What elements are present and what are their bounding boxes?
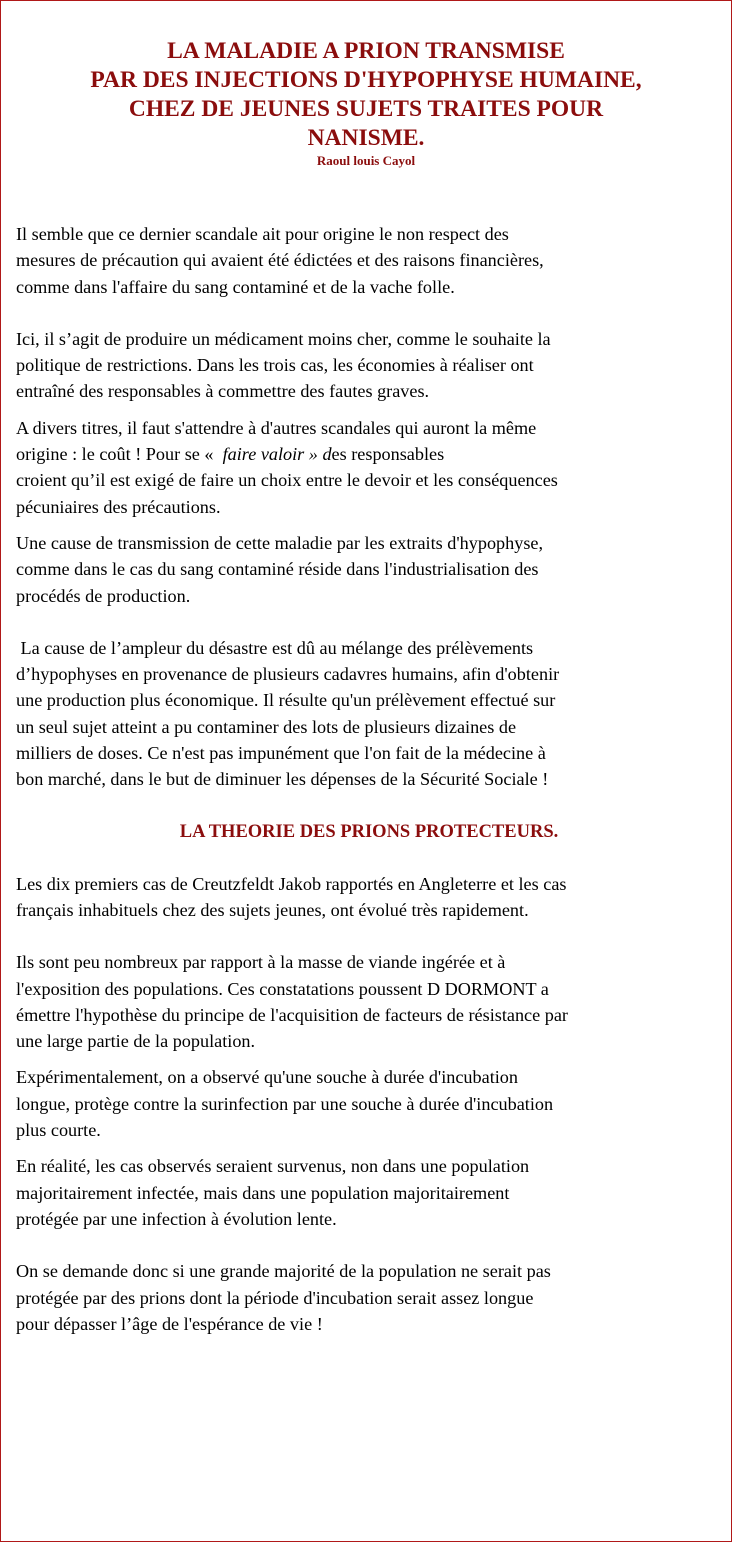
author-name: Raoul louis Cayol <box>316 153 416 168</box>
paragraph-9 <box>16 1153 728 1232</box>
paragraph-4 <box>16 530 728 609</box>
title-line: NANISME. <box>307 125 425 151</box>
text-line: français inhabituels chez des sujets jeunes, ont évolué très rapidement. <box>16 899 529 920</box>
text-line: Il semble que ce dernier scandale ait pour origine le non respect des <box>16 224 509 244</box>
text-line: l'exposition des populations. Ces constatations poussent D DORMONT a <box>16 978 549 999</box>
text-line: En réalité, les cas observés seraient survenus, non dans une population <box>16 1156 530 1177</box>
paragraph-6 <box>16 871 728 924</box>
paragraph-2 <box>16 326 728 405</box>
text-line: milliers de doses. Ce n'est pas impunément que l'on fait de la médecine à <box>16 743 546 764</box>
text-line: Ici, il s’agit de produire un médicament moins cher, comme le souhaite la <box>16 328 551 349</box>
text-line: un seul sujet atteint a pu contaminer des lots de plusieurs dizaines de <box>16 716 517 737</box>
text-line: procédés de production. <box>16 585 191 606</box>
paragraph-7 <box>16 949 728 1054</box>
text-line: pour dépasser l’âge de l'espérance de vie ! <box>16 1313 323 1334</box>
text-line: politique de restrictions. Dans les trois cas, les économies à réaliser ont <box>16 355 534 376</box>
title-line: CHEZ DE JEUNES SUJETS TRAITES POUR <box>128 96 604 122</box>
document-content <box>16 37 728 1337</box>
text-line: Ils sont peu nombreux par rapport à la masse de viande ingérée et à <box>16 952 506 973</box>
text-line: longue, protège contre la surinfection par une souche à durée d'incubation <box>16 1093 554 1114</box>
text-line: La cause de l’ampleur du désastre est dû au mélange des prélèvements <box>16 637 534 658</box>
text-line: Expérimentalement, on a observé qu'une souche à durée d'incubation <box>16 1067 518 1088</box>
paragraph-8 <box>16 1064 728 1143</box>
paragraph-10 <box>16 1258 728 1337</box>
text-line: émettre l'hypothèse du principe de l'acquisition de facteurs de résistance par <box>16 1004 568 1025</box>
text-line: plus courte. <box>16 1120 101 1141</box>
text-line: bon marché, dans le but de diminuer les dépenses de la Sécurité Sociale ! <box>16 769 549 790</box>
title-line: PAR DES INJECTIONS D'HYPOPHYSE HUMAINE, <box>90 67 642 93</box>
text-line <box>16 441 728 467</box>
text-segment: es responsables <box>331 444 445 465</box>
text-line: comme dans le cas du sang contaminé réside dans l'industrialisation des <box>16 559 539 580</box>
paragraph-5 <box>16 635 728 793</box>
paragraph-1 <box>16 221 728 300</box>
text-line: comme dans l'affaire du sang contaminé et de la vache folle. <box>16 276 455 297</box>
emphasis-text: faire valoir » d <box>222 444 332 465</box>
text-line: A divers titres, il faut s'attendre à d'autres scandales qui auront la même <box>16 417 537 438</box>
text-line: Les dix premiers cas de Creutzfeldt Jakob rapportés en Angleterre et les cas <box>16 873 567 894</box>
section-title: LA THEORIE DES PRIONS PROTECTEURS. <box>179 821 559 842</box>
text-line: une production plus économique. Il résulte qu'un prélèvement effectué sur <box>16 690 556 711</box>
text-line: Une cause de transmission de cette maladie par les extraits d'hypophyse, <box>16 532 544 553</box>
text-line: protégée par une infection à évolution lente. <box>16 1208 337 1229</box>
text-line: une large partie de la population. <box>16 1031 256 1052</box>
title-line: LA MALADIE A PRION TRANSMISE <box>167 38 565 64</box>
text-segment: origine : le coût ! Pour se « <box>16 444 223 465</box>
document-title <box>16 37 728 169</box>
text-line: majoritairement infectée, mais dans une population majoritairement <box>16 1182 510 1203</box>
paragraph-3 <box>16 415 728 520</box>
text-line: d’hypophyses en provenance de plusieurs cadavres humains, afin d'obtenir <box>16 664 560 685</box>
text-line: croient qu’il est exigé de faire un choix entre le devoir et les conséquences <box>16 470 558 491</box>
text-line: pécuniaires des précautions. <box>16 496 221 517</box>
text-line: protégée par des prions dont la période d'incubation serait assez longue <box>16 1287 534 1308</box>
text-line: entraîné des responsables à commettre des fautes graves. <box>16 381 430 402</box>
text-line: On se demande donc si une grande majorité de la population ne serait pas <box>16 1261 551 1282</box>
text-line: mesures de précaution qui avaient été édictées et des raisons financières, <box>16 250 544 271</box>
